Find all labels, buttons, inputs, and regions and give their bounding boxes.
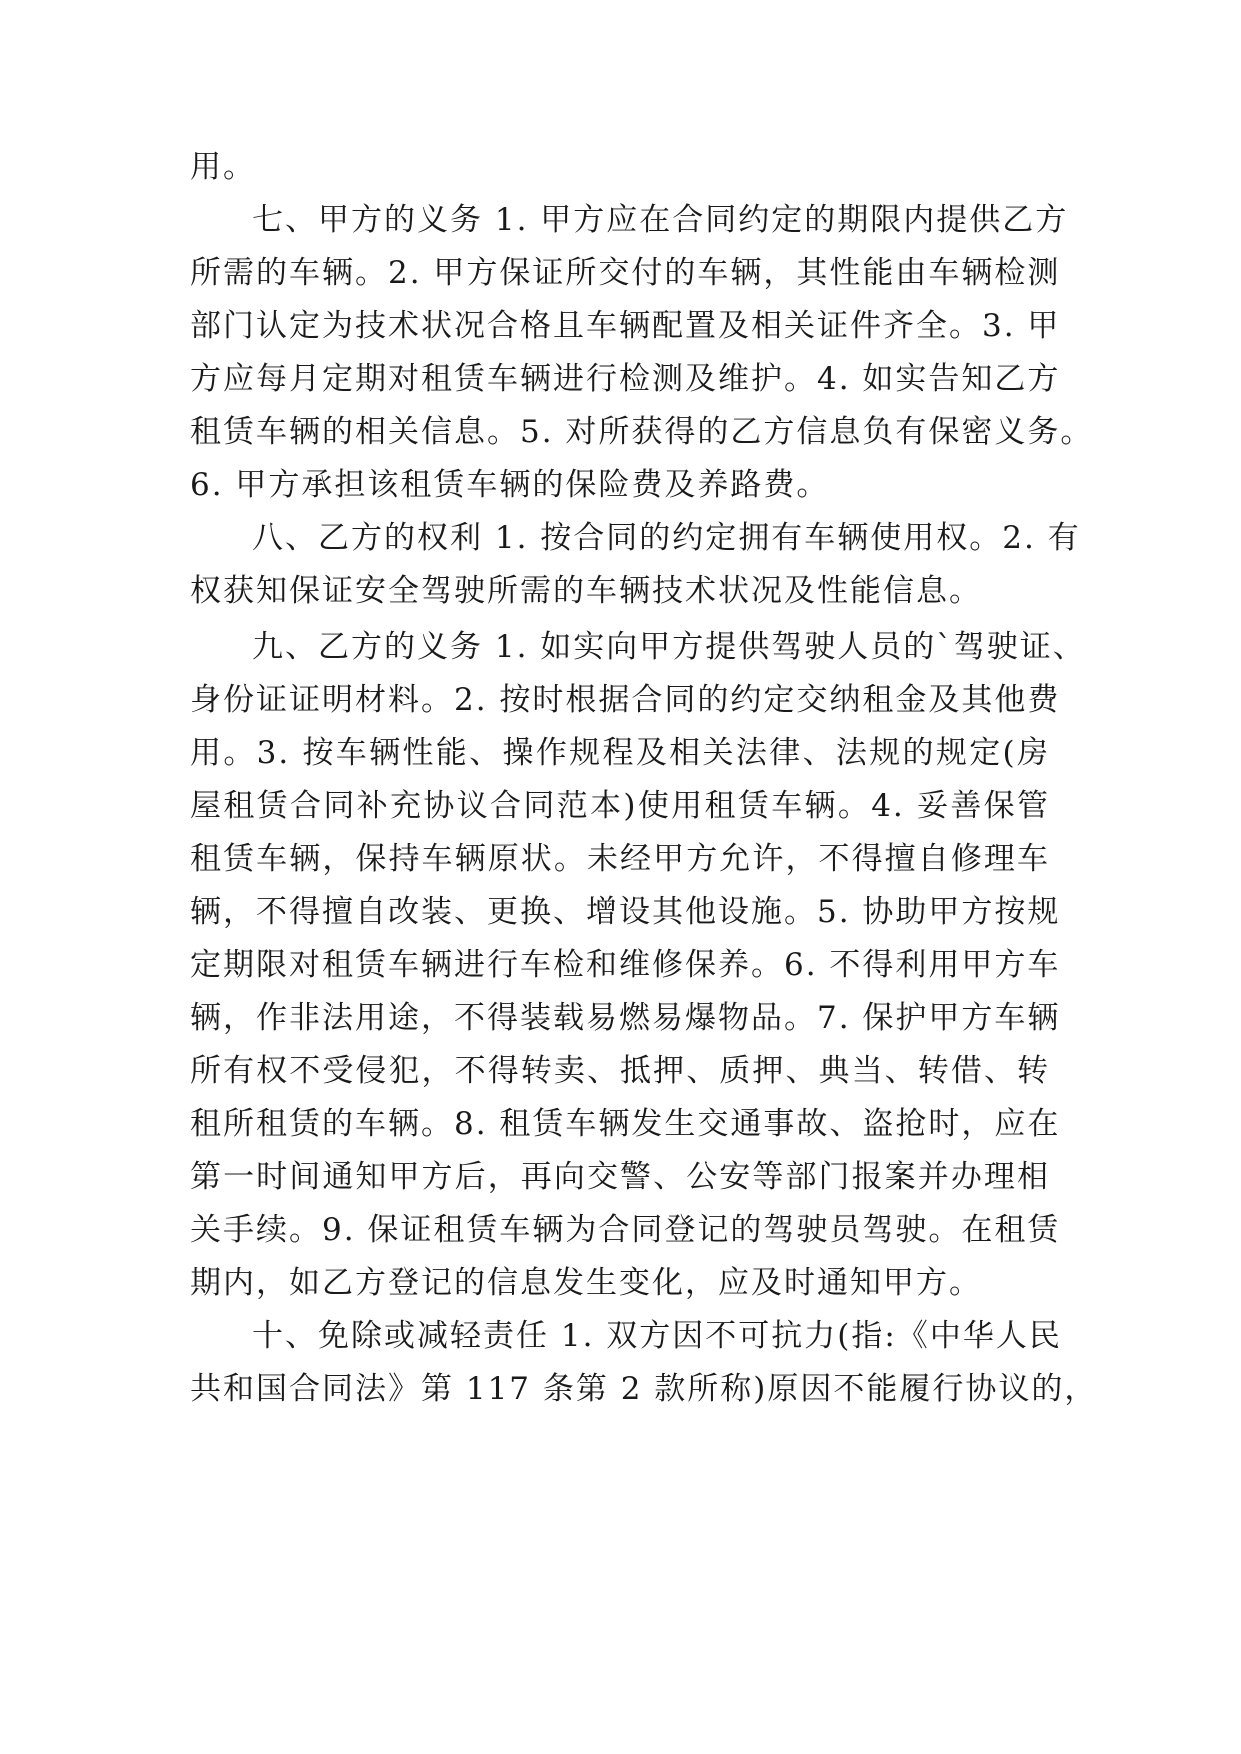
- paragraph-8-line: 八、乙方的权利 1. 按合同的约定拥有车辆使用权。2. 有: [252, 520, 1081, 556]
- paragraph-10-line: 十、免除或减轻责任 1. 双方因不可抗力(指:《中华人民: [252, 1318, 1062, 1354]
- text-line: 辆，不得擅自改装、更换、增设其他设施。5. 协助甲方按规: [190, 894, 1061, 930]
- text-line: 所需的车辆。2. 甲方保证所交付的车辆，其性能由车辆检测: [190, 255, 1061, 291]
- text-line: 身份证证明材料。2. 按时根据合同的约定交纳租金及其他费: [190, 682, 1061, 718]
- text-line: 辆，作非法用途，不得装载易燃易爆物品。7. 保护甲方车辆: [190, 1000, 1061, 1036]
- text-line: 用。: [190, 149, 256, 185]
- text-line: 定期限对租赁车辆进行车检和维修保养。6. 不得利用甲方车: [190, 947, 1061, 983]
- text-line: 部门认定为技术状况合格且车辆配置及相关证件齐全。3. 甲: [190, 308, 1061, 344]
- text-line: 租所租赁的车辆。8. 租赁车辆发生交通事故、盗抢时，应在: [190, 1106, 1061, 1142]
- text-line: 屋租赁合同补充协议合同范本)使用租赁车辆。4. 妥善保管: [190, 788, 1050, 824]
- text-line: 租赁车辆，保持车辆原状。未经甲方允许，不得擅自修理车: [190, 841, 1050, 877]
- text-line: 方应每月定期对租赁车辆进行检测及维护。4. 如实告知乙方: [190, 361, 1061, 397]
- text-line: 租赁车辆的相关信息。5. 对所获得的乙方信息负有保密义务。: [190, 414, 1094, 450]
- paragraph-7-line: 七、甲方的义务 1. 甲方应在合同约定的期限内提供乙方: [252, 202, 1069, 238]
- text-line: 共和国合同法》第 117 条第 2 款所称)原因不能履行协议的，: [190, 1371, 1098, 1407]
- text-line: 第一时间通知甲方后，再向交警、公安等部门报案并办理相: [190, 1159, 1050, 1195]
- text-line: 期内，如乙方登记的信息发生变化，应及时通知甲方。: [190, 1265, 982, 1301]
- text-line: 权获知保证安全驾驶所需的车辆技术状况及性能信息。: [190, 573, 982, 609]
- text-line: 用。3. 按车辆性能、操作规程及相关法律、法规的规定(房: [190, 735, 1050, 771]
- text-line: 关手续。9. 保证租赁车辆为合同登记的驾驶员驾驶。在租赁: [190, 1212, 1061, 1248]
- text-line: 6. 甲方承担该租赁车辆的保险费及养路费。: [190, 467, 830, 503]
- paragraph-9-line: 九、乙方的义务 1. 如实向甲方提供驾驶人员的`驾驶证、: [252, 629, 1086, 665]
- text-line: 所有权不受侵犯，不得转卖、抵押、质押、典当、转借、转: [190, 1053, 1050, 1089]
